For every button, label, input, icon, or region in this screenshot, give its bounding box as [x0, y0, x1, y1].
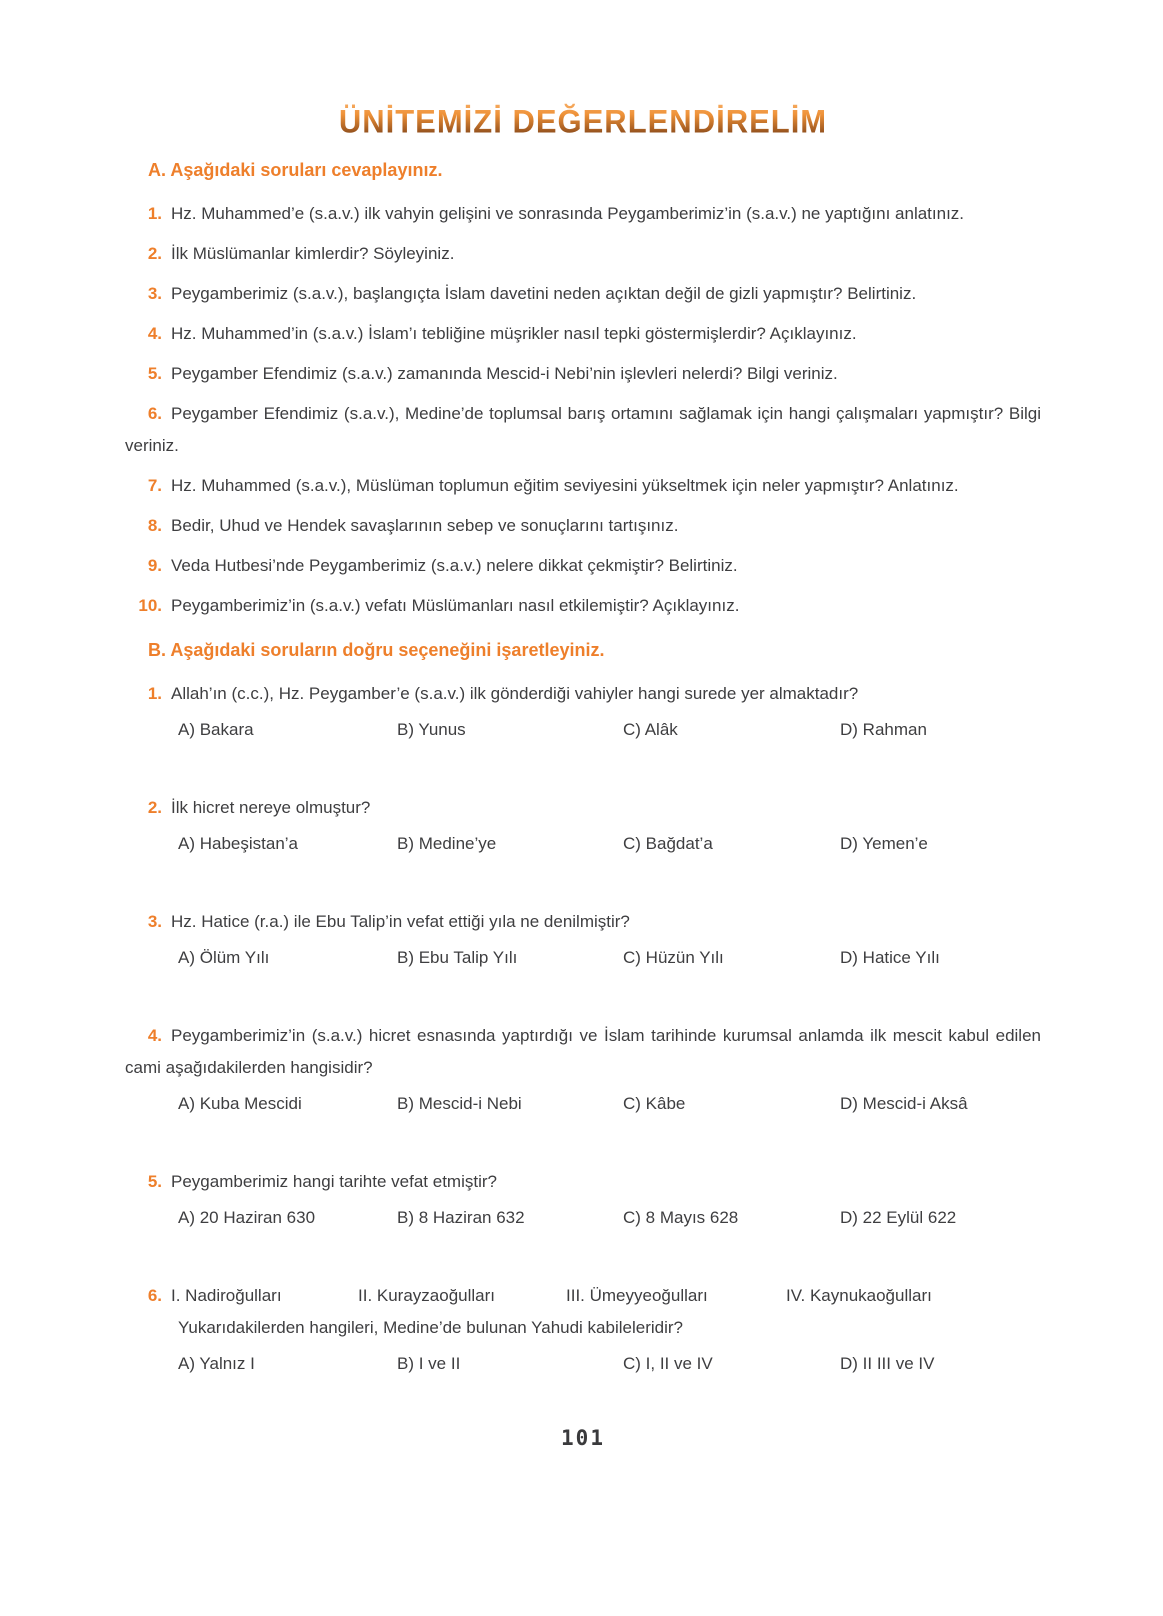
- roman-item-4: IV. Kaynukaoğulları: [786, 1286, 932, 1305]
- option-a: A) 20 Haziran 630: [178, 1208, 316, 1227]
- roman-items-row: [125, 1280, 1041, 1312]
- option-b: B) Medine’ye: [397, 834, 497, 853]
- options-row: [125, 942, 1041, 974]
- question-number: 2.: [147, 244, 162, 263]
- option-c: C) Bağdat’a: [623, 834, 713, 853]
- question-a5: [125, 358, 1041, 390]
- question-text: Peygamberimiz (s.a.v.), başlangıçta İslam davetini neden açıktan değil de gizli yapmıştır? Belirtiniz.: [171, 284, 917, 303]
- question-a8: [125, 510, 1041, 542]
- option-b: B) Ebu Talip Yılı: [397, 948, 518, 967]
- question-number: 6.: [147, 1286, 162, 1305]
- option-b: B) Mescid-i Nebi: [397, 1094, 522, 1113]
- question-number: 9.: [147, 556, 162, 575]
- question-line: [125, 792, 1041, 824]
- option-d: D) II III ve IV: [840, 1354, 935, 1373]
- question-a3: [125, 278, 1041, 310]
- question-text: İlk hicret nereye olmuştur?: [171, 798, 371, 817]
- option-a: A) Kuba Mescidi: [178, 1094, 302, 1113]
- roman-item-1: I. Nadiroğulları: [171, 1286, 282, 1305]
- question-text: Hz. Muhammed’e (s.a.v.) ilk vahyin gelişini ve sonrasında Peygamberimiz’in (s.a.v.) ne yaptığını anlatınız.: [171, 204, 965, 223]
- question-b1: [125, 678, 1041, 746]
- option-d: D) Hatice Yılı: [840, 948, 940, 967]
- question-line: [125, 678, 1041, 710]
- question-text: Bedir, Uhud ve Hendek savaşlarının sebep ve sonuçlarını tartışınız.: [171, 516, 679, 535]
- question-line: [125, 1166, 1041, 1198]
- option-a: A) Yalnız I: [178, 1354, 255, 1373]
- question-b3: [125, 906, 1041, 974]
- option-d: D) Yemen’e: [840, 834, 928, 853]
- question-a1: [125, 198, 1041, 230]
- option-d: D) Mescid-i Aksâ: [840, 1094, 968, 1113]
- section-a-heading: A. Aşağıdaki soruları cevaplayınız.: [148, 160, 443, 180]
- page-number: 101: [561, 1426, 605, 1450]
- question-number: 6.: [147, 404, 162, 423]
- question-a10: [125, 590, 1041, 622]
- question-b6: [125, 1280, 1041, 1380]
- question-a9: [125, 550, 1041, 582]
- question-text: Peygamberimiz’in (s.a.v.) hicret esnasında yaptırdığı ve İslam tarihinde kurumsal anlamda ilk mescit kabul edilen cami aşağıdakilerden hangisidir?: [125, 1026, 1041, 1077]
- question-number: 5.: [147, 1172, 162, 1191]
- question-text: Peygamberimiz hangi tarihte vefat etmiştir?: [171, 1172, 497, 1191]
- option-c: C) 8 Mayıs 628: [623, 1208, 739, 1227]
- question-line: [125, 906, 1041, 938]
- option-b: B) Yunus: [397, 720, 466, 739]
- question-number: 4.: [147, 1026, 162, 1045]
- roman-item-3: III. Ümeyyeoğulları: [566, 1286, 708, 1305]
- option-c: C) Alâk: [623, 720, 678, 739]
- question-line: [125, 1020, 1041, 1084]
- question-text: Peygamberimiz’in (s.a.v.) vefatı Müslümanları nasıl etkilemiştir? Açıklayınız.: [171, 596, 740, 615]
- question-b5: [125, 1166, 1041, 1234]
- question-number: 3.: [147, 284, 162, 303]
- question-number: 2.: [147, 798, 162, 817]
- options-row: [125, 1088, 1041, 1120]
- question-text: Peygamber Efendimiz (s.a.v.), Medine’de toplumsal barış ortamını sağlamak için hangi çalışmaları yapmıştır? Bilgi veriniz.: [125, 404, 1041, 455]
- question-number: 1.: [147, 204, 162, 223]
- option-b: B) I ve II: [397, 1354, 461, 1373]
- option-a: A) Bakara: [178, 720, 254, 739]
- options-row: [125, 1202, 1041, 1234]
- question-number: 3.: [147, 912, 162, 931]
- question-text: Peygamber Efendimiz (s.a.v.) zamanında Mescid-i Nebi’nin işlevleri nelerdi? Bilgi veriniz.: [171, 364, 838, 383]
- question-number: 8.: [147, 516, 162, 535]
- option-c: C) Hüzün Yılı: [623, 948, 724, 967]
- options-row: [125, 828, 1041, 860]
- question-number: 1.: [147, 684, 162, 703]
- question-number: 7.: [147, 476, 162, 495]
- page-title: ÜNİTEMİZİ DEĞERLENDİRELİM: [125, 101, 1041, 143]
- question-text: Hz. Muhammed (s.a.v.), Müslüman toplumun eğitim seviyesini yükseltmek için neler yapmıştır? Anlatınız.: [171, 476, 959, 495]
- options-row: [125, 714, 1041, 746]
- question-text: Hz. Hatice (r.a.) ile Ebu Talip’in vefat ettiği yıla ne denilmiştir?: [171, 912, 630, 931]
- option-a: A) Ölüm Yılı: [178, 948, 270, 967]
- question-text: Yukarıdakilerden hangileri, Medine’de bulunan Yahudi kabileleridir?: [178, 1318, 683, 1337]
- question-a4: [125, 318, 1041, 350]
- option-a: A) Habeşistan’a: [178, 834, 299, 853]
- question-b2: [125, 792, 1041, 860]
- option-d: D) 22 Eylül 622: [840, 1208, 957, 1227]
- option-c: C) Kâbe: [623, 1094, 686, 1113]
- options-row: [125, 1348, 1041, 1380]
- question-a2: [125, 238, 1041, 270]
- question-number: 10.: [138, 596, 162, 615]
- section-b-heading: B. Aşağıdaki soruların doğru seçeneğini işaretleyiniz.: [148, 640, 605, 660]
- question-a6: [125, 398, 1041, 462]
- question-b4: [125, 1020, 1041, 1120]
- question-text: Veda Hutbesi’nde Peygamberimiz (s.a.v.) nelere dikkat çekmiştir? Belirtiniz.: [171, 556, 738, 575]
- question-number: 4.: [147, 324, 162, 343]
- option-d: D) Rahman: [840, 720, 927, 739]
- roman-item-2: II. Kurayzaoğulları: [358, 1286, 496, 1305]
- question-number: 5.: [147, 364, 162, 383]
- question-text: Allah’ın (c.c.), Hz. Peygamber’e (s.a.v.) ilk gönderdiği vahiyler hangi surede yer almaktadır?: [171, 684, 859, 703]
- question-text: Hz. Muhammed’in (s.a.v.) İslam’ı tebliğine müşrikler nasıl tepki göstermişlerdir? Açıklayınız.: [171, 324, 857, 343]
- question-a7: [125, 470, 1041, 502]
- option-c: C) I, II ve IV: [623, 1354, 713, 1373]
- question-text: İlk Müslümanlar kimlerdir? Söyleyiniz.: [171, 244, 455, 263]
- option-b: B) 8 Haziran 632: [397, 1208, 525, 1227]
